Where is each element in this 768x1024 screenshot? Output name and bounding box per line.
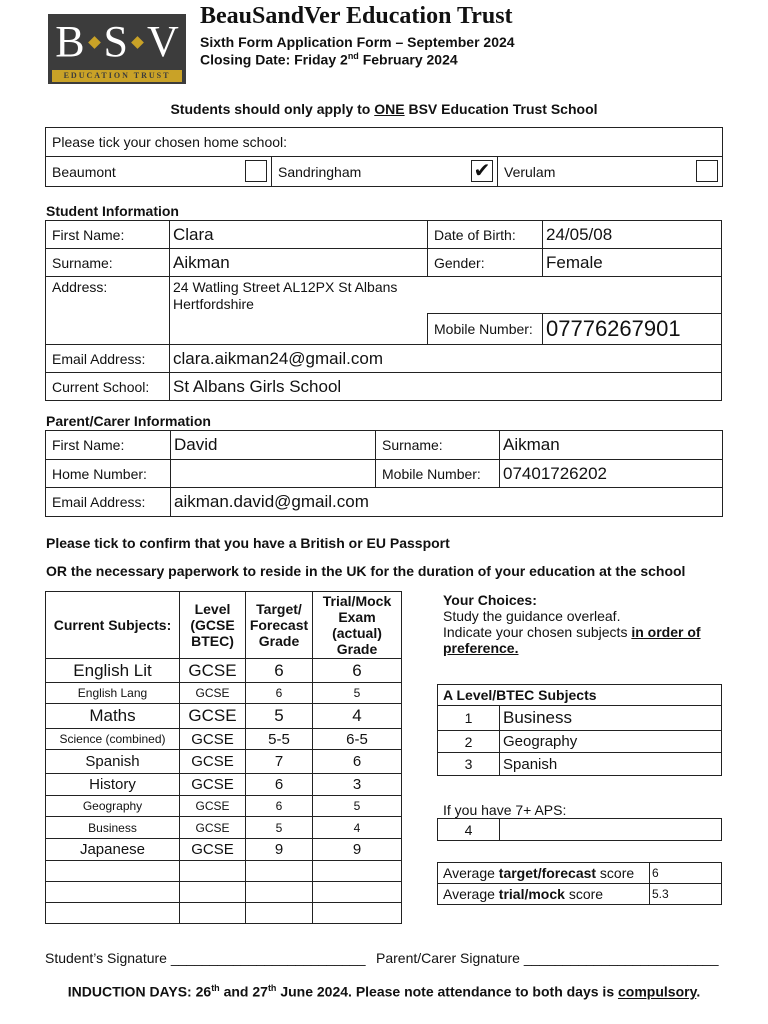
target-cell[interactable]: 7 xyxy=(246,750,313,774)
email-label: Email Address: xyxy=(46,345,170,373)
target-cell[interactable] xyxy=(246,903,313,924)
target-cell[interactable]: 6 xyxy=(246,659,313,683)
avg-trial-value[interactable]: 5.3 xyxy=(650,884,722,905)
mobile-label: Mobile Number: xyxy=(428,314,543,345)
gender-label: Gender: xyxy=(428,249,543,277)
choices-title: Your Choices: xyxy=(443,592,537,608)
logo-letter: B xyxy=(55,17,85,66)
target-cell[interactable]: 6 xyxy=(246,796,313,817)
trial-cell[interactable]: 3 xyxy=(313,774,402,796)
trial-cell[interactable]: 6 xyxy=(313,750,402,774)
form-subtitle: Sixth Form Application Form – September 2024 xyxy=(200,34,515,50)
aps-number: 4 xyxy=(438,819,500,841)
subject-cell[interactable]: Business xyxy=(46,817,180,839)
target-header: Target/ Forecast Grade xyxy=(246,592,313,659)
level-cell[interactable]: GCSE xyxy=(180,839,246,861)
induction-days-notice: INDUCTION DAYS: 26th and 27th June 2024. Please note attendance to both days is compulsory. xyxy=(67,983,701,1000)
choice-subject[interactable]: Business xyxy=(500,706,722,731)
table-row xyxy=(46,774,402,796)
parent-mobile-field[interactable]: 07401726202 xyxy=(500,460,723,488)
choices-line: Indicate your chosen subjects in order of xyxy=(443,624,701,640)
parent-email-label: Email Address: xyxy=(46,488,171,517)
parent-mobile-label: Mobile Number: xyxy=(376,460,500,488)
table-row xyxy=(46,882,402,903)
level-cell[interactable]: GCSE xyxy=(180,750,246,774)
parent-surname-label: Surname: xyxy=(376,431,500,460)
level-cell[interactable]: GCSE xyxy=(180,817,246,839)
table-row xyxy=(46,861,402,882)
subject-cell[interactable]: Geography xyxy=(46,796,180,817)
first-name-field[interactable]: Clara xyxy=(170,221,428,249)
aps-table xyxy=(437,818,722,841)
checkbox-checked[interactable]: ✔ xyxy=(471,160,493,182)
trial-cell[interactable]: 6 xyxy=(313,659,402,683)
table-row xyxy=(46,839,402,861)
passport-line: OR the necessary paperwork to reside in the UK for the duration of your education at the school xyxy=(46,563,686,579)
dob-field[interactable]: 24/05/08 xyxy=(543,221,722,249)
home-school-prompt: Please tick your chosen home school: xyxy=(46,128,723,157)
trust-name: BeauSandVer Education Trust xyxy=(200,3,513,29)
address-label: Address: xyxy=(46,277,170,345)
aps-subject-field[interactable] xyxy=(500,819,722,841)
subject-cell[interactable]: Maths xyxy=(46,704,180,729)
address-blank xyxy=(170,314,428,345)
logo-diamond-icon xyxy=(88,36,101,49)
table-row xyxy=(46,796,402,817)
logo-tagline: EDUCATION TRUST xyxy=(52,70,182,82)
parent-section-title: Parent/Carer Information xyxy=(46,413,211,429)
passport-line: Please tick to confirm that you have a British or EU Passport xyxy=(46,535,450,551)
table-row xyxy=(46,903,402,924)
level-cell[interactable] xyxy=(180,861,246,882)
table-row xyxy=(46,704,402,729)
checkbox[interactable] xyxy=(696,160,718,182)
table-row xyxy=(46,659,402,683)
school-option-beaumont[interactable]: Beaumont xyxy=(46,157,272,187)
parent-first-name-label: First Name: xyxy=(46,431,171,460)
choice-number: 3 xyxy=(438,753,500,776)
logo-diamond-icon xyxy=(131,36,144,49)
level-cell[interactable]: GCSE xyxy=(180,796,246,817)
parent-first-name-field[interactable]: David xyxy=(171,431,376,460)
surname-label: Surname: xyxy=(46,249,170,277)
target-cell[interactable]: 5-5 xyxy=(246,729,313,750)
surname-field[interactable]: Aikman xyxy=(170,249,428,277)
choice-subject[interactable]: Spanish xyxy=(500,753,722,776)
mobile-field[interactable]: 07776267901 xyxy=(543,314,722,345)
closing-date: Closing Date: Friday 2nd February 2024 xyxy=(200,51,458,68)
trial-cell[interactable] xyxy=(313,903,402,924)
first-name-label: First Name: xyxy=(46,221,170,249)
current-subjects-table xyxy=(45,591,402,924)
level-cell[interactable] xyxy=(180,903,246,924)
subjects-header: Current Subjects: xyxy=(46,592,180,659)
address-line: Hertfordshire xyxy=(173,296,254,312)
table-row xyxy=(46,750,402,774)
aps-label: If you have 7+ APS: xyxy=(443,802,567,818)
address-line: 24 Watling Street AL12PX St Albans xyxy=(173,279,398,295)
table-row xyxy=(46,817,402,839)
level-cell[interactable]: GCSE xyxy=(180,704,246,729)
logo-letter: V xyxy=(147,17,179,66)
parent-email-field[interactable]: aikman.david@gmail.com xyxy=(171,488,723,517)
target-cell[interactable]: 9 xyxy=(246,839,313,861)
current-school-field[interactable]: St Albans Girls School xyxy=(170,373,722,401)
trial-cell[interactable] xyxy=(313,882,402,903)
parent-signature-line[interactable]: Parent/Carer Signature _________________________ xyxy=(376,950,719,966)
level-cell[interactable] xyxy=(180,882,246,903)
level-header: Level (GCSE BTEC) xyxy=(180,592,246,659)
school-option-sandringham[interactable]: Sandringham ✔ xyxy=(272,157,498,187)
student-signature-line[interactable]: Student’s Signature _________________________ xyxy=(45,950,366,966)
student-info-table xyxy=(45,220,722,401)
logo-letter: S xyxy=(103,17,129,66)
target-cell[interactable] xyxy=(246,861,313,882)
trial-cell[interactable]: 4 xyxy=(313,817,402,839)
subject-cell[interactable]: Spanish xyxy=(46,750,180,774)
subject-cell[interactable]: History xyxy=(46,774,180,796)
choices-line: preference. xyxy=(443,640,519,656)
subject-cell[interactable] xyxy=(46,861,180,882)
table-row xyxy=(46,683,402,704)
subject-cell[interactable]: English Lit xyxy=(46,659,180,683)
school-option-verulam[interactable]: Verulam xyxy=(498,157,723,187)
choices-line: Study the guidance overleaf. xyxy=(443,608,621,624)
avg-trial-label: Average trial/mock score xyxy=(438,884,650,905)
parent-info-table xyxy=(45,430,723,517)
current-school-label: Current School: xyxy=(46,373,170,401)
gender-field[interactable]: Female xyxy=(543,249,722,277)
target-cell[interactable]: 5 xyxy=(246,704,313,729)
subject-cell[interactable]: Japanese xyxy=(46,839,180,861)
trial-cell[interactable]: 4 xyxy=(313,704,402,729)
student-section-title: Student Information xyxy=(46,203,179,219)
subject-cell[interactable] xyxy=(46,882,180,903)
trial-cell[interactable]: 9 xyxy=(313,839,402,861)
choice-number: 2 xyxy=(438,731,500,753)
choices-guidance xyxy=(443,592,701,656)
apply-notice: Students should only apply to ONE BSV Education Trust School xyxy=(170,101,598,117)
parent-home-field[interactable] xyxy=(171,460,376,488)
level-cell[interactable]: GCSE xyxy=(180,683,246,704)
target-cell[interactable]: 6 xyxy=(246,683,313,704)
target-cell[interactable]: 5 xyxy=(246,817,313,839)
dob-label: Date of Birth: xyxy=(428,221,543,249)
list-item xyxy=(438,706,722,731)
avg-target-value[interactable]: 6 xyxy=(650,863,722,884)
trial-cell[interactable]: 6-5 xyxy=(313,729,402,750)
home-school-table xyxy=(45,127,723,187)
level-cell[interactable]: GCSE xyxy=(180,659,246,683)
bsv-logo xyxy=(48,14,186,84)
level-cell[interactable]: GCSE xyxy=(180,774,246,796)
average-scores-table xyxy=(437,862,722,905)
level-cell[interactable]: GCSE xyxy=(180,729,246,750)
choice-subject[interactable]: Geography xyxy=(500,731,722,753)
trial-cell[interactable]: 5 xyxy=(313,683,402,704)
trial-cell[interactable] xyxy=(313,861,402,882)
parent-surname-field[interactable]: Aikman xyxy=(500,431,723,460)
subject-cell[interactable]: Science (combined) xyxy=(46,729,180,750)
email-field[interactable]: clara.aikman24@gmail.com xyxy=(170,345,722,373)
avg-target-label: Average target/forecast score xyxy=(438,863,650,884)
parent-home-label: Home Number: xyxy=(46,460,171,488)
trial-cell[interactable]: 5 xyxy=(313,796,402,817)
table-row xyxy=(46,729,402,750)
trial-header: Trial/Mock Exam (actual) Grade xyxy=(313,592,402,659)
target-cell[interactable]: 6 xyxy=(246,774,313,796)
alevel-header: A Level/BTEC Subjects xyxy=(438,685,722,706)
target-cell[interactable] xyxy=(246,882,313,903)
choice-number: 1 xyxy=(438,706,500,731)
list-item xyxy=(438,753,722,776)
subject-cell[interactable] xyxy=(46,903,180,924)
checkbox[interactable] xyxy=(245,160,267,182)
subject-cell[interactable]: English Lang xyxy=(46,683,180,704)
list-item xyxy=(438,731,722,753)
alevel-table xyxy=(437,684,722,776)
address-field[interactable] xyxy=(170,277,722,314)
